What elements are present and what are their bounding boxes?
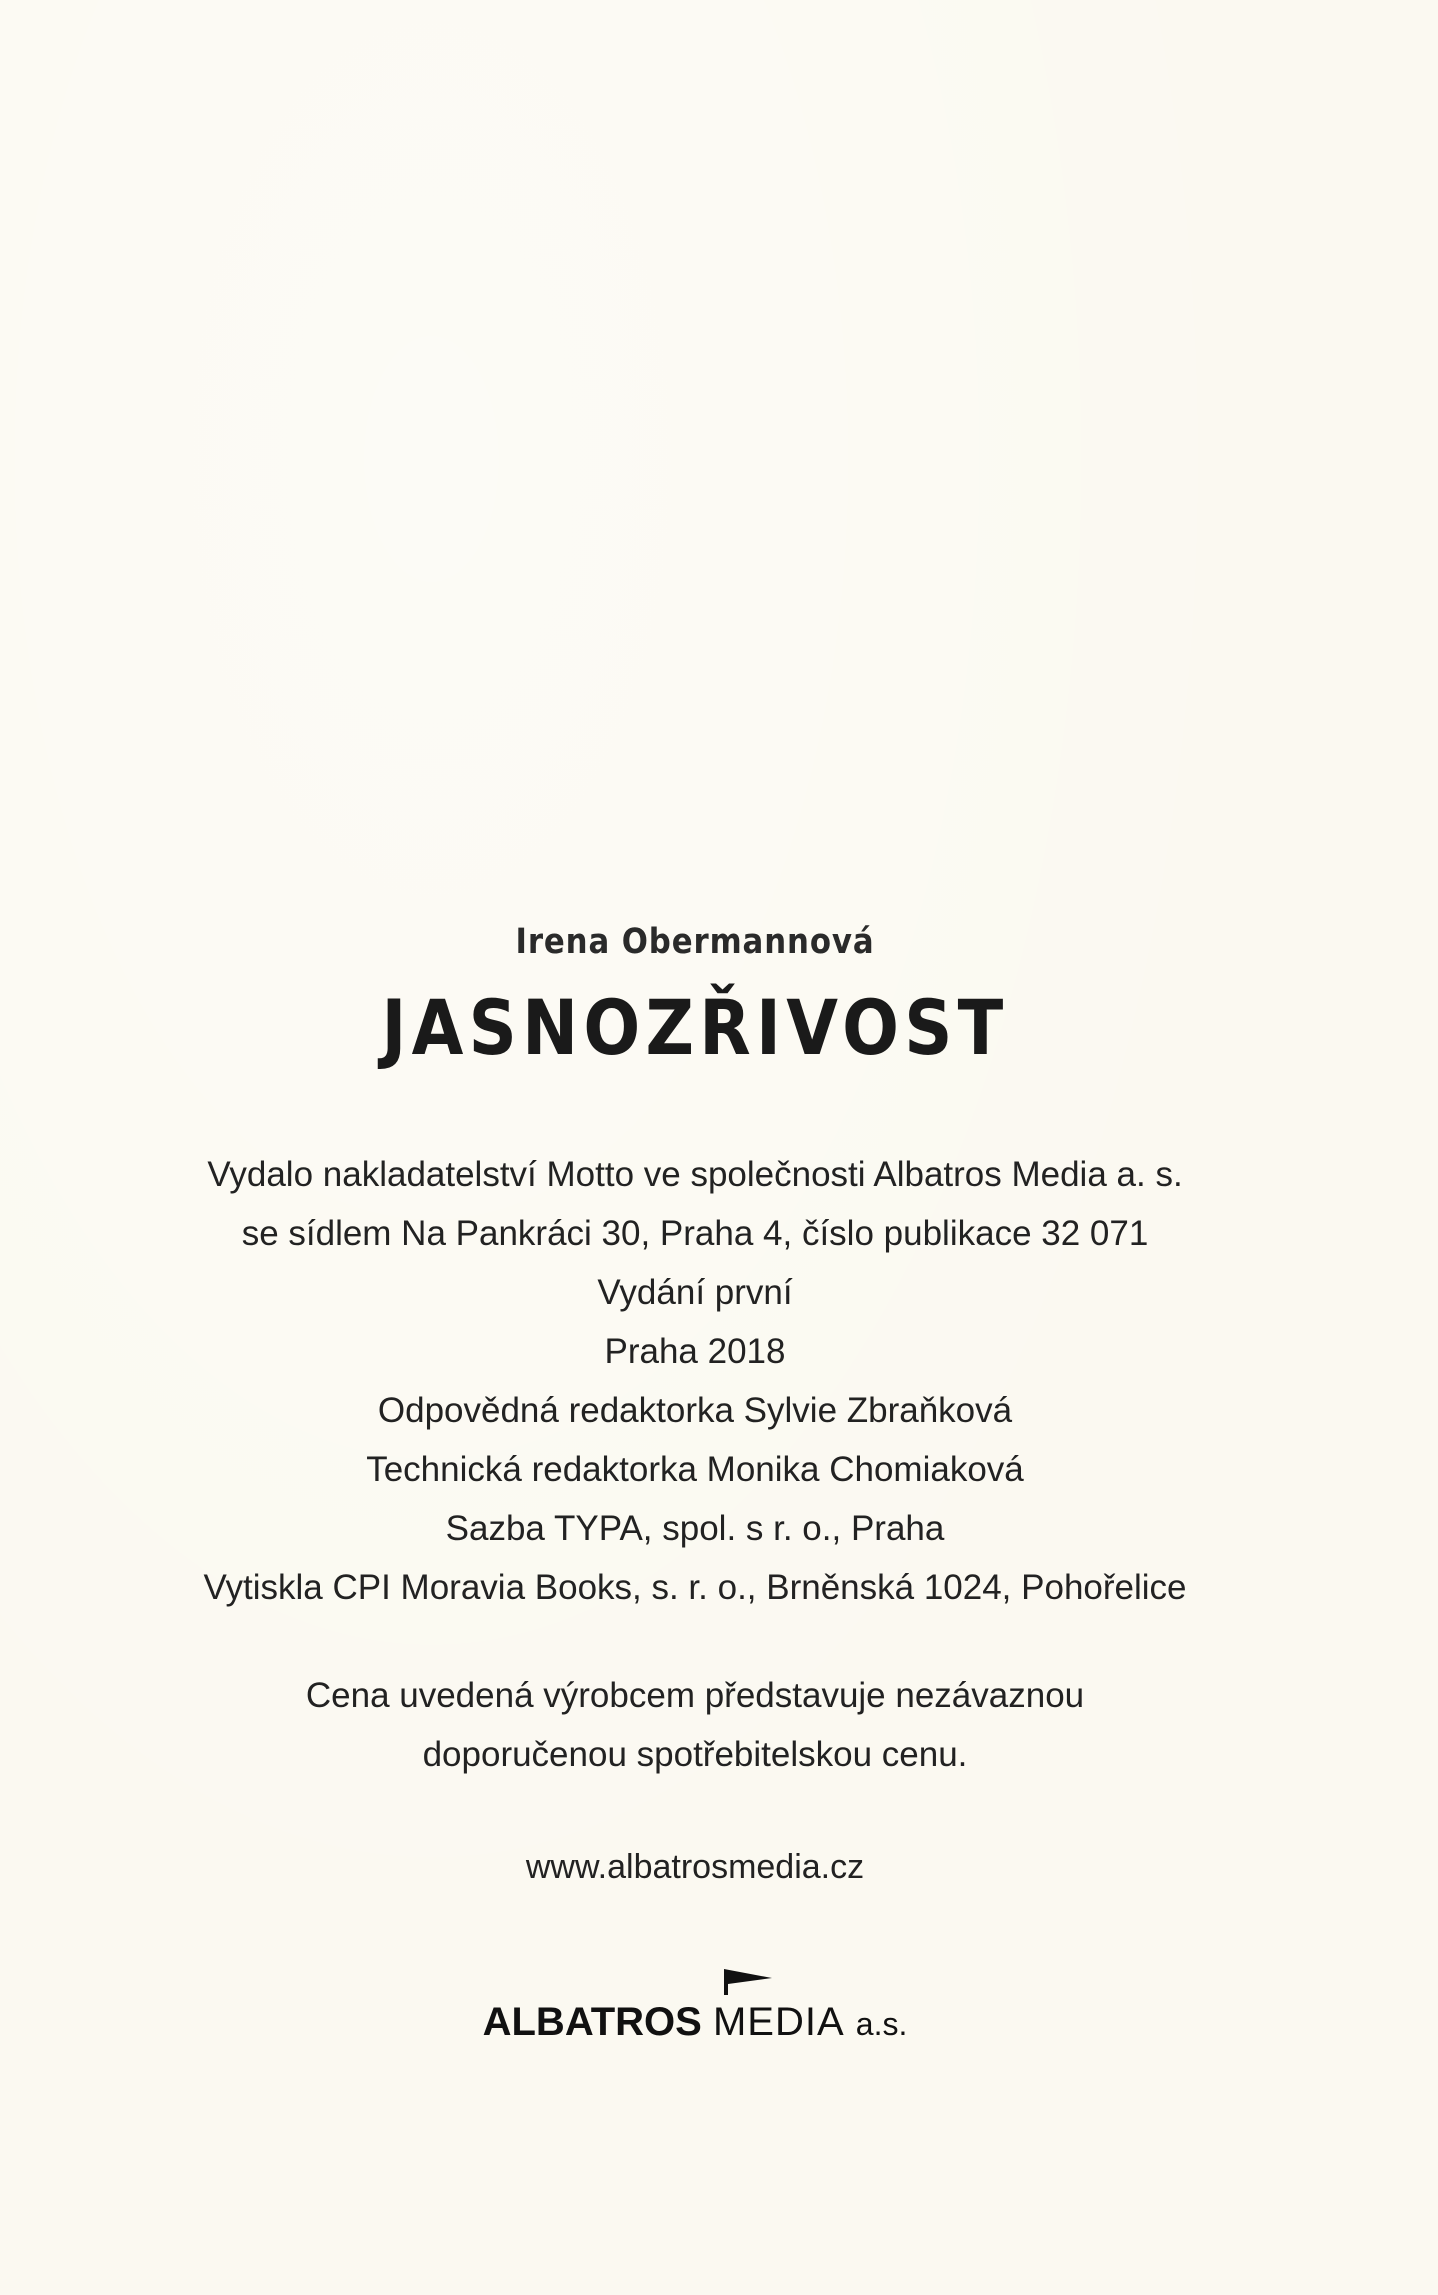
price-note-line: Cena uvedená výrobcem představuje nezávaznou [305,1676,1085,1715]
imprint-block [0,1145,1390,1617]
flag-arrow-icon [722,1968,774,1996]
book-title: JASNOZŘIVOST [381,983,1009,1072]
imprint-line: Vydání první [597,1273,793,1312]
publisher-logo [0,1960,1390,2060]
imprint-line: Praha 2018 [604,1332,786,1371]
publisher-website: www.albatrosmedia.cz [525,1848,865,1886]
price-note [0,1666,1390,1784]
publisher-logo-text [0,2000,1390,2045]
imprint-line: Vytiskla CPI Moravia Books, s. r. o., Brněnská 1024, Pohořelice [203,1568,1187,1607]
price-note-line: doporučenou spotřebitelskou cenu. [422,1735,968,1774]
imprint-line: se sídlem Na Pankráci 30, Praha 4, číslo publikace 32 071 [241,1214,1149,1253]
publisher-logo-suffix: a.s. [855,2006,908,2042]
publisher-logo-name-regular: MEDIA [712,2000,845,2044]
imprint-line: Vydalo nakladatelství Motto ve společnosti Albatros Media a. s. [207,1155,1183,1194]
publisher-logo-name-bold: ALBATROS [482,2000,702,2044]
author-name: Irena Obermannová [515,922,875,962]
imprint-line: Sazba TYPA, spol. s r. o., Praha [445,1509,945,1548]
imprint-line: Odpovědná redaktorka Sylvie Zbraňková [377,1391,1013,1430]
imprint-line: Technická redaktorka Monika Chomiaková [366,1450,1024,1489]
